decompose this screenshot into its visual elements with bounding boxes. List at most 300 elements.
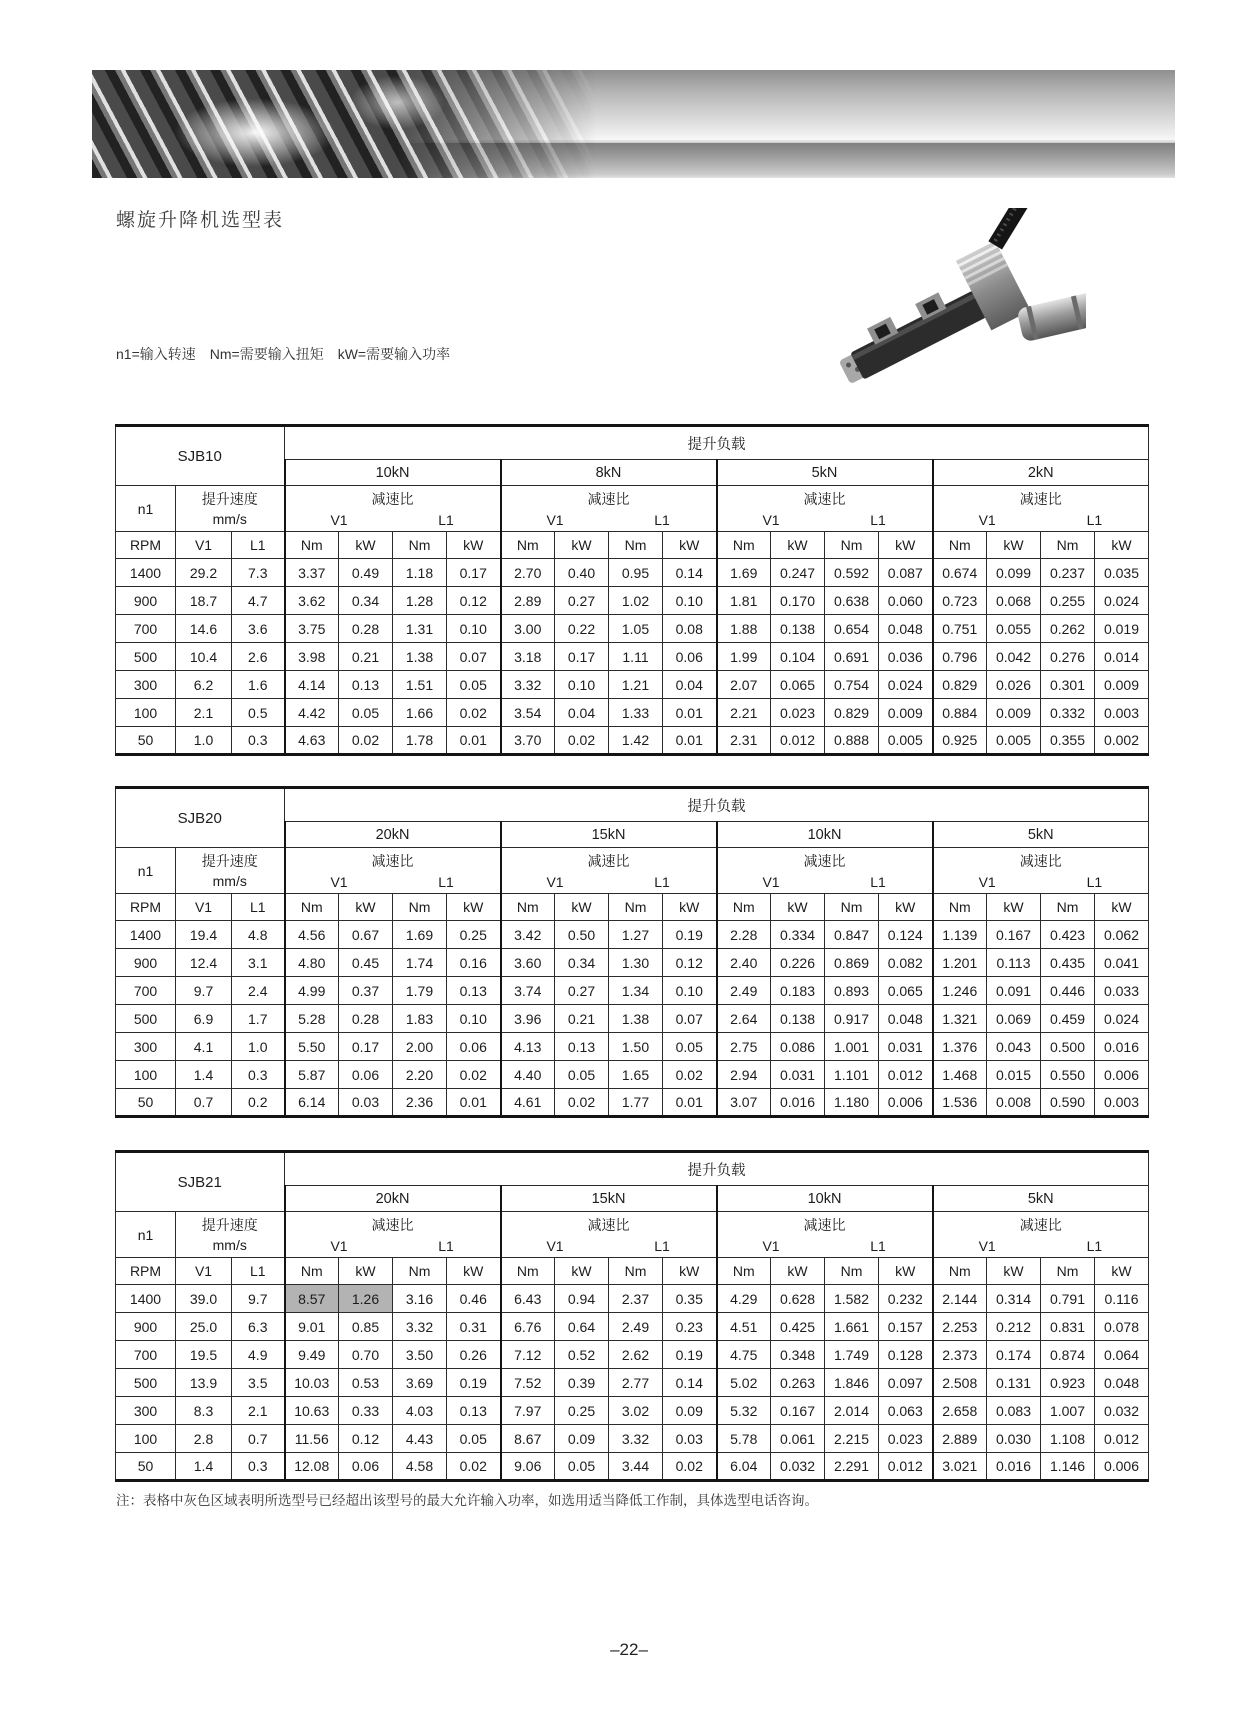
data-value: 0.064 <box>1095 1341 1149 1369</box>
data-value: 1.108 <box>1041 1425 1095 1453</box>
data-value: 0.334 <box>771 921 825 949</box>
data-value: 4.14 <box>285 671 339 699</box>
data-value: 0.005 <box>987 727 1041 755</box>
data-value: 0.212 <box>987 1313 1041 1341</box>
nm-header: Nm <box>717 532 771 559</box>
nm-header: Nm <box>285 532 339 559</box>
ratio-label: 减速比 <box>587 852 630 869</box>
data-value: 0.04 <box>555 699 609 727</box>
data-value: 1.50 <box>609 1033 663 1061</box>
kw-header: kW <box>663 1258 717 1285</box>
data-value: 0.13 <box>339 671 393 699</box>
data-value: 5.87 <box>285 1061 339 1089</box>
speed-value: 0.7 <box>232 1425 285 1453</box>
load-10kn: 10kN <box>717 1186 933 1212</box>
table-row <box>116 1313 1149 1341</box>
load-20kn: 20kN <box>285 1186 501 1212</box>
data-value: 3.32 <box>609 1425 663 1453</box>
data-value: 0.754 <box>825 671 879 699</box>
data-value: 0.847 <box>825 921 879 949</box>
load-header: 提升负载 <box>285 426 1149 460</box>
nm-header: Nm <box>501 894 555 921</box>
data-value: 1.536 <box>933 1089 987 1117</box>
ratio-label: 减速比 <box>803 490 846 507</box>
model-label: SJB10 <box>116 426 285 486</box>
data-value: 0.041 <box>1095 949 1149 977</box>
lift-speed-text: 提升速度 <box>201 490 258 507</box>
data-value: 1.201 <box>933 949 987 977</box>
data-value: 2.20 <box>393 1061 447 1089</box>
ratio-label: 减速比 <box>803 852 846 869</box>
lift-speed-label <box>176 486 285 532</box>
table-row <box>116 1089 1149 1117</box>
data-value: 0.005 <box>879 727 933 755</box>
data-value: 1.78 <box>393 727 447 755</box>
nm-header: Nm <box>501 1258 555 1285</box>
speed-value: 7.3 <box>232 559 285 587</box>
data-value: 0.12 <box>663 949 717 977</box>
table-row <box>116 1397 1149 1425</box>
data-value: 0.592 <box>825 559 879 587</box>
data-value: 0.459 <box>1041 1005 1095 1033</box>
data-value: 1.74 <box>393 949 447 977</box>
data-value: 0.435 <box>1041 949 1095 977</box>
load-header-row <box>116 426 1149 460</box>
speed-value: 0.3 <box>232 1453 285 1481</box>
data-value: 1.42 <box>609 727 663 755</box>
kw-header: kW <box>447 894 501 921</box>
data-value: 9.49 <box>285 1341 339 1369</box>
table-row <box>116 1033 1149 1061</box>
speed-value: 6.2 <box>176 671 232 699</box>
n1-label: n1 <box>116 1212 176 1258</box>
data-value: 0.062 <box>1095 921 1149 949</box>
data-value: 7.52 <box>501 1369 555 1397</box>
kw-header: kW <box>1095 532 1149 559</box>
data-value: 1.321 <box>933 1005 987 1033</box>
data-value: 0.055 <box>987 615 1041 643</box>
data-value: 4.42 <box>285 699 339 727</box>
load-15kn: 15kN <box>501 1186 717 1212</box>
data-value: 0.550 <box>1041 1061 1095 1089</box>
data-value: 0.08 <box>663 615 717 643</box>
speed-value: 1.6 <box>232 671 285 699</box>
data-value: 0.01 <box>447 727 501 755</box>
data-value: 0.263 <box>771 1369 825 1397</box>
data-value: 0.023 <box>879 1425 933 1453</box>
jack-assembly <box>806 208 1086 398</box>
data-value: 0.874 <box>1041 1341 1095 1369</box>
speed-value: 10.4 <box>176 643 232 671</box>
data-value: 0.34 <box>555 949 609 977</box>
speed-value: 1.4 <box>176 1061 232 1089</box>
rpm-value: 50 <box>116 1089 176 1117</box>
data-value: 0.425 <box>771 1313 825 1341</box>
data-value: 0.048 <box>1095 1369 1149 1397</box>
nm-header: Nm <box>393 1258 447 1285</box>
speed-value: 13.9 <box>176 1369 232 1397</box>
data-value: 2.31 <box>717 727 771 755</box>
data-value: 0.674 <box>933 559 987 587</box>
data-value: 1.001 <box>825 1033 879 1061</box>
speed-value: 0.3 <box>232 727 285 755</box>
kw-header: kW <box>987 532 1041 559</box>
data-value: 9.01 <box>285 1313 339 1341</box>
rpm-value: 700 <box>116 977 176 1005</box>
speed-value: 2.1 <box>176 699 232 727</box>
data-value: 0.10 <box>447 1005 501 1033</box>
l1-label: L1 <box>1086 511 1103 528</box>
data-value: 0.232 <box>879 1285 933 1313</box>
table-row <box>116 1005 1149 1033</box>
ratio-header-row <box>116 486 1149 532</box>
speed-value: 0.7 <box>176 1089 232 1117</box>
ratio-label: 减速比 <box>803 1216 846 1233</box>
nm-header: Nm <box>501 532 555 559</box>
data-value: 7.97 <box>501 1397 555 1425</box>
ratio-group <box>933 1212 1149 1258</box>
data-value: 0.031 <box>879 1033 933 1061</box>
data-value: 1.30 <box>609 949 663 977</box>
data-value: 0.17 <box>447 559 501 587</box>
data-value: 0.446 <box>1041 977 1095 1005</box>
ratio-label: 减速比 <box>587 490 630 507</box>
data-value: 0.34 <box>339 587 393 615</box>
data-value: 0.301 <box>1041 671 1095 699</box>
kw-header: kW <box>447 1258 501 1285</box>
ratio-group <box>285 1212 501 1258</box>
data-value: 10.03 <box>285 1369 339 1397</box>
rpm-value: 500 <box>116 1369 176 1397</box>
data-value: 0.086 <box>771 1033 825 1061</box>
data-value: 4.51 <box>717 1313 771 1341</box>
data-value: 0.042 <box>987 643 1041 671</box>
data-value: 4.43 <box>393 1425 447 1453</box>
data-value: 0.012 <box>1095 1425 1149 1453</box>
ratio-group <box>933 848 1149 894</box>
speed-value: 1.0 <box>232 1033 285 1061</box>
data-value: 0.85 <box>339 1313 393 1341</box>
data-value: 0.167 <box>987 921 1041 949</box>
data-value: 0.05 <box>447 1425 501 1453</box>
data-value: 4.99 <box>285 977 339 1005</box>
data-value: 0.52 <box>555 1341 609 1369</box>
data-value: 0.751 <box>933 615 987 643</box>
data-value: 0.07 <box>447 643 501 671</box>
data-value: 3.32 <box>393 1313 447 1341</box>
table-row <box>116 1453 1149 1481</box>
data-value: 0.226 <box>771 949 825 977</box>
speed-value: 4.7 <box>232 587 285 615</box>
data-value: 2.94 <box>717 1061 771 1089</box>
data-value: 6.04 <box>717 1453 771 1481</box>
data-value: 2.373 <box>933 1341 987 1369</box>
table-row <box>116 1061 1149 1089</box>
data-value: 1.83 <box>393 1005 447 1033</box>
v1-header: V1 <box>176 532 232 559</box>
table-row <box>116 949 1149 977</box>
data-value: 0.01 <box>447 1089 501 1117</box>
data-value: 0.831 <box>1041 1313 1095 1341</box>
data-value: 0.925 <box>933 727 987 755</box>
data-value: 0.10 <box>663 587 717 615</box>
data-value: 3.00 <box>501 615 555 643</box>
data-value: 0.032 <box>771 1453 825 1481</box>
l1-label: L1 <box>654 1237 670 1254</box>
data-value: 0.654 <box>825 615 879 643</box>
highlighted-data-value: 1.26 <box>339 1285 393 1313</box>
data-value: 0.691 <box>825 643 879 671</box>
data-value: 0.40 <box>555 559 609 587</box>
spec-table-sjb10 <box>115 424 1149 756</box>
data-value: 0.008 <box>987 1089 1041 1117</box>
n1-label: n1 <box>116 848 176 894</box>
n1-label: n1 <box>116 486 176 532</box>
data-value: 9.06 <box>501 1453 555 1481</box>
data-value: 3.42 <box>501 921 555 949</box>
data-value: 1.65 <box>609 1061 663 1089</box>
nm-header: Nm <box>825 894 879 921</box>
ratio-header-row <box>116 1212 1149 1258</box>
data-value: 0.024 <box>1095 1005 1149 1033</box>
data-value: 1.88 <box>717 615 771 643</box>
data-value: 0.13 <box>447 1397 501 1425</box>
data-value: 0.157 <box>879 1313 933 1341</box>
data-value: 0.035 <box>1095 559 1149 587</box>
data-value: 0.13 <box>447 977 501 1005</box>
data-value: 0.05 <box>663 1033 717 1061</box>
v1-label: V1 <box>330 511 348 528</box>
ratio-group <box>933 486 1149 532</box>
data-value: 3.98 <box>285 643 339 671</box>
data-value: 0.138 <box>771 615 825 643</box>
data-value: 0.002 <box>1095 727 1149 755</box>
data-value: 8.67 <box>501 1425 555 1453</box>
data-value: 0.006 <box>1095 1453 1149 1481</box>
data-value: 2.62 <box>609 1341 663 1369</box>
v1-header: V1 <box>176 1258 232 1285</box>
rpm-value: 1400 <box>116 921 176 949</box>
data-value: 0.255 <box>1041 587 1095 615</box>
data-value: 0.113 <box>987 949 1041 977</box>
data-value: 7.12 <box>501 1341 555 1369</box>
data-value: 4.29 <box>717 1285 771 1313</box>
header-banner-image <box>92 70 1175 178</box>
table-row <box>116 615 1149 643</box>
table-row <box>116 1425 1149 1453</box>
table-row <box>116 699 1149 727</box>
data-value: 0.009 <box>1095 671 1149 699</box>
data-value: 0.06 <box>339 1453 393 1481</box>
data-value: 0.082 <box>879 949 933 977</box>
speed-value: 0.2 <box>232 1089 285 1117</box>
data-value: 1.66 <box>393 699 447 727</box>
data-value: 0.869 <box>825 949 879 977</box>
ratio-group <box>717 1212 933 1258</box>
kw-header: kW <box>555 532 609 559</box>
lift-speed-unit: mm/s <box>212 872 247 889</box>
data-value: 0.37 <box>339 977 393 1005</box>
rpm-value: 500 <box>116 1005 176 1033</box>
data-value: 1.79 <box>393 977 447 1005</box>
data-value: 10.63 <box>285 1397 339 1425</box>
data-value: 2.49 <box>717 977 771 1005</box>
data-value: 0.012 <box>879 1453 933 1481</box>
l1-label: L1 <box>1086 873 1103 890</box>
nm-header: Nm <box>717 894 771 921</box>
data-value: 0.35 <box>663 1285 717 1313</box>
data-value: 0.23 <box>663 1313 717 1341</box>
data-value: 0.49 <box>339 559 393 587</box>
nm-header: Nm <box>717 1258 771 1285</box>
data-value: 1.77 <box>609 1089 663 1117</box>
data-value: 3.60 <box>501 949 555 977</box>
data-value: 3.75 <box>285 615 339 643</box>
kw-header: kW <box>771 532 825 559</box>
data-value: 0.314 <box>987 1285 1041 1313</box>
v1-label: V1 <box>762 511 780 528</box>
data-value: 1.180 <box>825 1089 879 1117</box>
data-value: 0.02 <box>447 1453 501 1481</box>
speed-value: 2.8 <box>176 1425 232 1453</box>
speed-value: 14.6 <box>176 615 232 643</box>
data-value: 0.46 <box>447 1285 501 1313</box>
v1-label: V1 <box>762 873 780 890</box>
ratio-group <box>717 486 933 532</box>
kw-header: kW <box>447 532 501 559</box>
kw-header: kW <box>879 1258 933 1285</box>
data-value: 3.37 <box>285 559 339 587</box>
data-value: 0.45 <box>339 949 393 977</box>
data-value: 0.917 <box>825 1005 879 1033</box>
load-header: 提升负载 <box>285 788 1149 822</box>
data-value: 0.03 <box>663 1425 717 1453</box>
data-value: 0.006 <box>879 1089 933 1117</box>
lift-speed-unit: mm/s <box>212 1236 247 1253</box>
data-value: 0.13 <box>555 1033 609 1061</box>
model-label: SJB20 <box>116 788 285 848</box>
table-row <box>116 643 1149 671</box>
data-value: 1.21 <box>609 671 663 699</box>
data-value: 0.061 <box>771 1425 825 1453</box>
data-value: 0.723 <box>933 587 987 615</box>
data-value: 0.70 <box>339 1341 393 1369</box>
speed-value: 4.9 <box>232 1341 285 1369</box>
data-value: 0.024 <box>879 671 933 699</box>
data-value: 0.016 <box>771 1089 825 1117</box>
load-header: 提升负载 <box>285 1152 1149 1186</box>
data-value: 0.332 <box>1041 699 1095 727</box>
ratio-group <box>717 848 933 894</box>
speed-value: 1.4 <box>176 1453 232 1481</box>
data-value: 6.76 <box>501 1313 555 1341</box>
table-row <box>116 977 1149 1005</box>
data-value: 1.27 <box>609 921 663 949</box>
data-value: 4.61 <box>501 1089 555 1117</box>
data-value: 1.38 <box>393 643 447 671</box>
data-value: 0.64 <box>555 1313 609 1341</box>
unit-header-row <box>116 532 1149 559</box>
rpm-header: RPM <box>116 1258 176 1285</box>
data-value: 0.423 <box>1041 921 1095 949</box>
data-value: 2.144 <box>933 1285 987 1313</box>
data-value: 2.21 <box>717 699 771 727</box>
data-value: 0.069 <box>987 1005 1041 1033</box>
nm-header: Nm <box>285 1258 339 1285</box>
data-value: 0.19 <box>663 1341 717 1369</box>
data-value: 0.087 <box>879 559 933 587</box>
data-value: 2.75 <box>717 1033 771 1061</box>
data-value: 0.21 <box>339 643 393 671</box>
data-value: 5.78 <box>717 1425 771 1453</box>
ratio-group <box>501 486 717 532</box>
data-value: 1.69 <box>717 559 771 587</box>
rpm-value: 900 <box>116 587 176 615</box>
speed-value: 0.3 <box>232 1061 285 1089</box>
data-value: 0.17 <box>555 643 609 671</box>
ratio-label: 减速比 <box>1019 490 1062 507</box>
data-value: 1.38 <box>609 1005 663 1033</box>
data-value: 0.02 <box>555 727 609 755</box>
nm-header: Nm <box>1041 894 1095 921</box>
data-value: 0.39 <box>555 1369 609 1397</box>
rpm-value: 1400 <box>116 1285 176 1313</box>
kw-header: kW <box>339 532 393 559</box>
rpm-value: 100 <box>116 1425 176 1453</box>
data-value: 0.003 <box>1095 699 1149 727</box>
data-value: 4.80 <box>285 949 339 977</box>
data-value: 0.67 <box>339 921 393 949</box>
table-row <box>116 559 1149 587</box>
data-value: 4.56 <box>285 921 339 949</box>
nm-header: Nm <box>1041 532 1095 559</box>
data-value: 0.009 <box>987 699 1041 727</box>
lift-speed-label <box>176 848 285 894</box>
data-value: 0.237 <box>1041 559 1095 587</box>
data-value: 0.06 <box>339 1061 393 1089</box>
data-value: 0.02 <box>447 1061 501 1089</box>
data-value: 2.07 <box>717 671 771 699</box>
data-value: 0.10 <box>663 977 717 1005</box>
lift-speed-label <box>176 1212 285 1258</box>
data-value: 0.014 <box>1095 643 1149 671</box>
data-value: 0.10 <box>447 615 501 643</box>
speed-value: 0.5 <box>232 699 285 727</box>
speed-value: 19.4 <box>176 921 232 949</box>
data-value: 0.276 <box>1041 643 1095 671</box>
speed-value: 29.2 <box>176 559 232 587</box>
data-value: 0.50 <box>555 921 609 949</box>
data-value: 0.05 <box>555 1453 609 1481</box>
data-value: 3.32 <box>501 671 555 699</box>
v1-label: V1 <box>978 511 996 528</box>
ratio-group <box>285 848 501 894</box>
kw-header: kW <box>771 1258 825 1285</box>
kw-header: kW <box>1095 1258 1149 1285</box>
data-value: 0.012 <box>879 1061 933 1089</box>
kw-header: kW <box>987 894 1041 921</box>
data-value: 1.146 <box>1041 1453 1095 1481</box>
data-value: 3.50 <box>393 1341 447 1369</box>
kw-header: kW <box>771 894 825 921</box>
ratio-group <box>285 486 501 532</box>
rpm-value: 700 <box>116 615 176 643</box>
data-value: 2.64 <box>717 1005 771 1033</box>
data-value: 5.32 <box>717 1397 771 1425</box>
rpm-value: 300 <box>116 1033 176 1061</box>
data-value: 0.02 <box>339 727 393 755</box>
data-value: 1.007 <box>1041 1397 1095 1425</box>
